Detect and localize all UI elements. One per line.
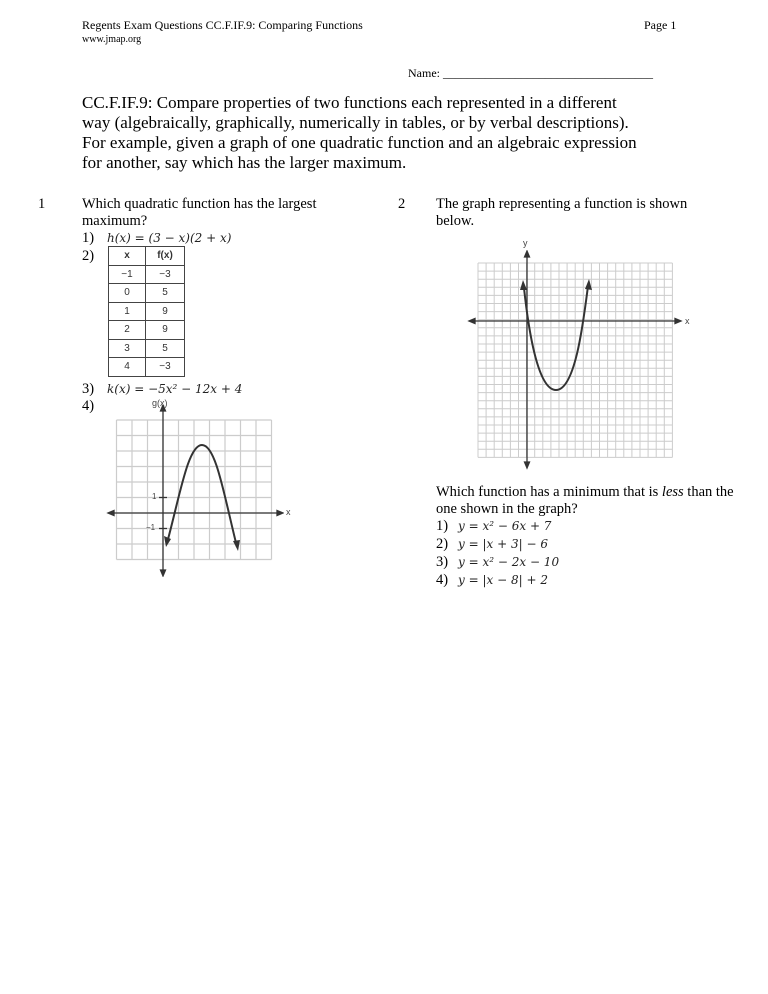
- table-cell: 4: [109, 358, 146, 377]
- q2-text: The graph representing a function is shown below.: [436, 196, 688, 229]
- table-cell: −1: [109, 265, 146, 284]
- q1-choice-3-expr: k(x) = −5x² − 12x + 4: [107, 382, 243, 396]
- q1-number: 1: [38, 196, 46, 212]
- table-cell: 5: [146, 284, 185, 303]
- graph2-arrow-left: [520, 280, 527, 290]
- table-cell: 9: [146, 302, 185, 321]
- q2-choice-1-expr: y = x² − 6x + 7: [458, 519, 552, 533]
- q2-choice-3-label: 3): [436, 554, 449, 570]
- q2-choice-3-expr: y = x² − 2x − 10: [458, 555, 560, 569]
- graph1-axes: [108, 405, 283, 576]
- q2-choice-4-label: 4): [436, 572, 449, 588]
- graph2-x-label: x: [685, 316, 690, 326]
- name-field: Name: ___________________________________: [408, 66, 653, 80]
- table-row: [109, 284, 185, 303]
- table-header-fx: f(x): [146, 247, 185, 266]
- graph1-parabola: [167, 445, 237, 547]
- table-cell: 0: [109, 284, 146, 303]
- graph2-parabola: [524, 286, 588, 390]
- standard-description: CC.F.IF.9: Compare properties of two functions each represented in a different way (algebraically, graphically, numerically in tables, or by verbal descriptions). For example, given a graph of one quadratic function and an algebraic expression for another, say which has the larger maximum.: [82, 93, 637, 172]
- graph2-y-label: y: [523, 238, 528, 248]
- table-row: [109, 302, 185, 321]
- table-cell: 1: [109, 302, 146, 321]
- page-number: Page 1: [644, 18, 677, 32]
- function-table: [108, 246, 185, 377]
- table-row: [109, 358, 185, 377]
- table-header-row: [109, 247, 185, 266]
- q2-number: 2: [398, 196, 406, 212]
- q2-question-post: than the one shown in the graph?: [436, 484, 734, 517]
- table-cell: 5: [146, 339, 185, 358]
- graph1-tick-neg1: −1: [146, 523, 156, 532]
- graph1-arrow-left: [164, 536, 171, 547]
- graph1-x-label: x: [286, 507, 291, 517]
- table-cell: 2: [109, 321, 146, 340]
- q1-choice-2-label: 2): [82, 248, 95, 264]
- q2-choice-1-label: 1): [436, 518, 449, 534]
- q2-choice-2-expr: y = |x + 3| − 6: [458, 537, 548, 551]
- table-row: [109, 265, 185, 284]
- table-row: [109, 321, 185, 340]
- q2-question-pre: Which function has a minimum that is: [436, 484, 662, 500]
- graph1-arrow-right: [233, 540, 240, 551]
- table-row: [109, 339, 185, 358]
- q2-question-emphasis: less: [661, 484, 684, 500]
- graph1-tick-1: 1: [152, 492, 157, 501]
- q2-choice-4-expr: y = |x − 8| + 2: [458, 573, 548, 587]
- q1-choice-1-expr: h(x) = (3 − x)(2 + x): [107, 231, 232, 245]
- table-cell: 9: [146, 321, 185, 340]
- table-cell: −3: [146, 358, 185, 377]
- q2-question: [436, 484, 736, 518]
- table-cell: −3: [146, 265, 185, 284]
- graph1-grid: [117, 420, 272, 560]
- graph-g-of-x: [100, 405, 284, 577]
- q1-choice-1-label: 1): [82, 230, 95, 246]
- q1-choice-3-label: 3): [82, 381, 95, 397]
- header-title: Regents Exam Questions CC.F.IF.9: Comparing Functions: [82, 18, 363, 32]
- graph-function: [465, 250, 683, 470]
- q2-choice-2-label: 2): [436, 536, 449, 552]
- q1-text: Which quadratic function has the largest maximum?: [82, 196, 317, 229]
- graph1-y-label: g(x): [152, 398, 168, 408]
- header-website: www.jmap.org: [82, 34, 142, 45]
- q1-choice-4-label: 4): [82, 398, 95, 414]
- table-cell: 3: [109, 339, 146, 358]
- table-header-x: x: [109, 247, 146, 266]
